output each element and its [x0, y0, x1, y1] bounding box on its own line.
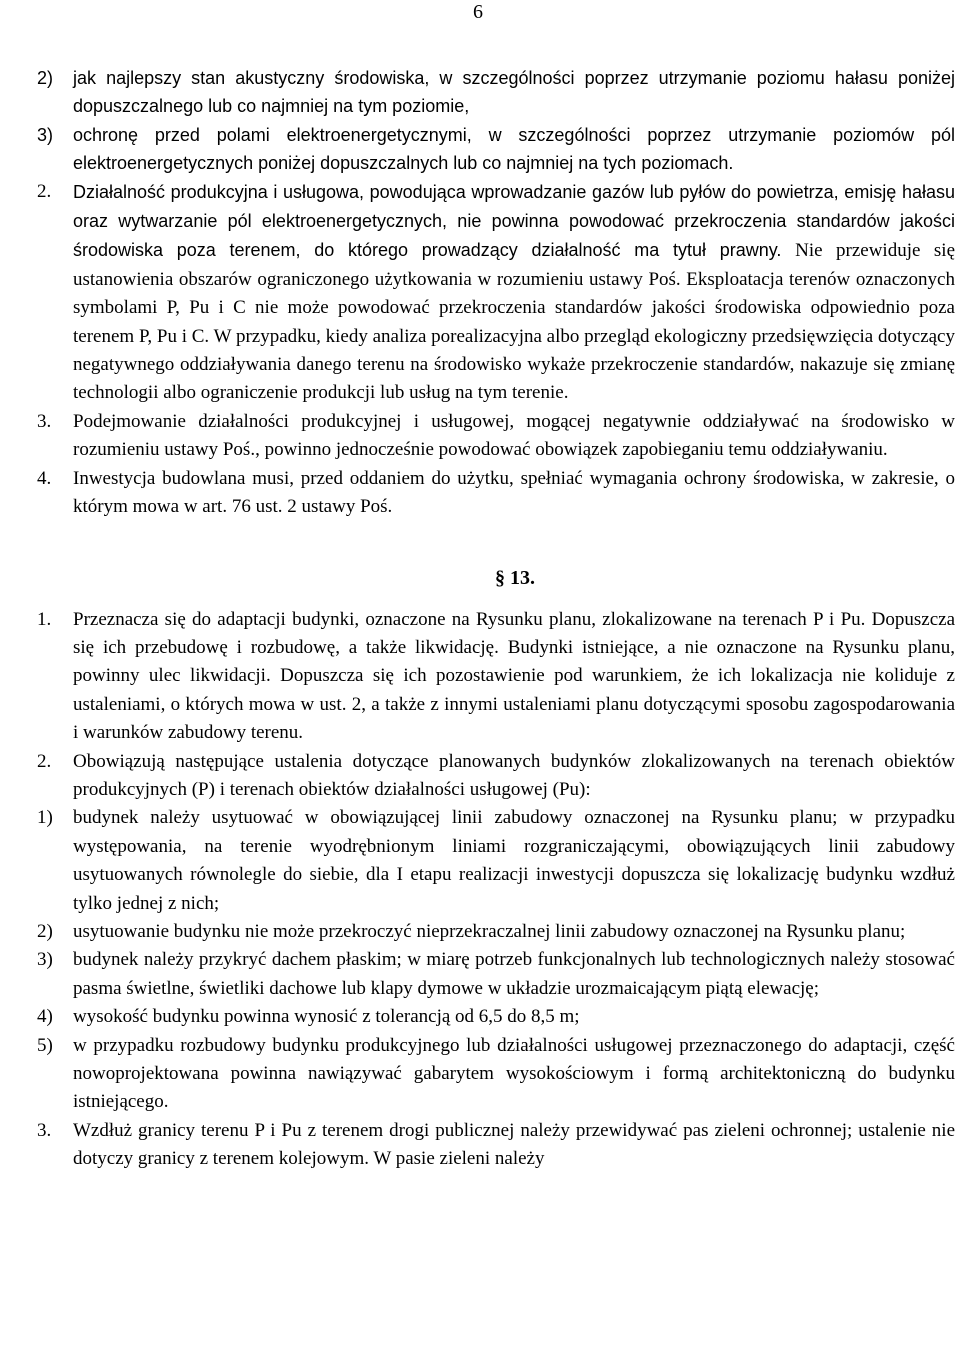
paragraph-number: 2.: [37, 180, 52, 202]
spacer: [37, 594, 955, 606]
list-item: [37, 1032, 955, 1117]
spacer: [37, 522, 955, 564]
paragraph: [37, 748, 955, 805]
section-heading-number: 13.: [510, 566, 535, 589]
list-item-text: usytuowanie budynku nie może przekroczyć nieprzekraczalnej linii zabudowy oznaczonej na Rysunku planu;: [73, 920, 906, 942]
list-item-number: 4): [37, 1006, 53, 1028]
paragraph-text: Inwestycja budowlana musi, przed oddaniem do użytku, spełniać wymagania ochrony środowiska, w zakresie, o którym mowa w art. 76 ust. 2 ustawy Poś.: [73, 467, 955, 518]
list-item: [37, 918, 955, 946]
document-body: [37, 64, 955, 1174]
list-item-number: 3): [37, 949, 53, 971]
list-item-number: 2): [37, 920, 53, 942]
list-item: [37, 121, 955, 178]
list-item-text: jak najlepszy stan akustyczny środowiska, w szczególności poprzez utrzymanie poziomu hałasu poniżej dopuszczalnego lub co najmniej na tym poziomie,: [73, 68, 955, 117]
list-item: [37, 1003, 955, 1031]
paragraph-text: Wzdłuż granicy terenu P i Pu z terenem drogi publicznej należy przewidywać pas zieleni ochronnej; ustalenie nie dotyczy granicy z terenem kolejowym. W pasie zieleni należy: [73, 1119, 955, 1170]
paragraph-text: [73, 178, 955, 408]
list-item: [37, 804, 955, 918]
paragraph-number: 3.: [37, 410, 52, 432]
list-item-number: 2): [37, 68, 54, 88]
paragraph-number: 3.: [37, 1119, 52, 1141]
paragraph-number: 4.: [37, 467, 52, 489]
list-item-text: ochronę przed polami elektroenergetycznymi, w szczególności poprzez utrzymanie poziomów pól elektroenergetycznych poniżej dopuszczalnych lub co najmniej na tych poziomach.: [73, 124, 955, 174]
paragraph-number: 2.: [37, 750, 52, 772]
section-symbol-icon: §: [495, 566, 510, 589]
section-heading: [37, 564, 955, 594]
paragraph-text-sans: Działalność produkcyjna i usługowa, powodująca wprowadzanie gazów lub pyłów do powietrza, emisję hałasu oraz wytwarzanie pól elektroenergetycznych, nie powinna powodować przekroczenia standardów jakości środowiska poza terenem, do którego prowadzący działalność ma tytuł prawny.: [73, 181, 955, 261]
paragraph-text: Obowiązują następujące ustalenia dotyczące planowanych budynków zlokalizowanych na terenach obiektów produkcyjnych (P) i terenach obiektów działalności usługowej (Pu):: [73, 750, 955, 800]
page-number: 6: [473, 1, 483, 23]
paragraph: [37, 408, 955, 465]
paragraph-text: Przeznacza się do adaptacji budynki, oznaczone na Rysunku planu, zlokalizowane na terenach P i Pu. Dopuszcza się ich przebudowę i rozbudowę, a także likwidację. Budynki istniejące, a nie oznaczone na Rysunku planu, powinny ulec likwidacji. Dopuszcza się ich pozostawienie pod warunkiem, że ich lokalizacja nie koliduje z ustaleniami, o których mowa w ust. 2, a także z innymi ustaleniami planu dotyczącymi sposobu zagospodarowania i warunków zabudowy terenu.: [73, 608, 955, 744]
list-item-text: wysokość budynku powinna wynosić z tolerancją od 6,5 do 8,5 m;: [73, 1006, 580, 1028]
list-item: [37, 946, 955, 1003]
list-item-text: budynek należy usytuować w obowiązującej linii zabudowy oznaczonej na Rysunku planu; w przypadku występowania, na terenie wyodrębnionym liniami rozgraniczającymi, obowiązujących linii zabudowy usytuowanych równolegle do siebie, dla I etapu realizacji inwestycji dopuszcza się lokalizację budynku wzdłuż tylko jednej z nich;: [73, 807, 955, 914]
paragraph-number: 1.: [37, 608, 52, 630]
list-item-text: w przypadku rozbudowy budynku produkcyjnego lub działalności usługowej przeznaczonego do adaptacji, część nowoprojektowana powinna nawiązywać gabarytem wysokościowym i formą architektoniczną do budynku istniejącego.: [73, 1034, 955, 1113]
list-item-text: budynek należy przykryć dachem płaskim; w miarę potrzeb funkcjonalnych lub technologicznych należy stosować pasma świetlne, świetliki dachowe lub klapy dymowe w układzie urozmaicającym piątą elewację;: [73, 949, 955, 999]
list-item-number: 5): [37, 1034, 53, 1056]
paragraph: [37, 606, 955, 748]
paragraph: [37, 1117, 955, 1174]
paragraph-text: Podejmowanie działalności produkcyjnej i usługowej, mogącej negatywnie oddziaływać na środowisko w rozumieniu ustawy Poś., powinno jednocześnie powodować obowiązek zapobieganiu temu oddziaływaniu.: [73, 410, 955, 461]
list-item: [37, 64, 955, 121]
list-item-number: 1): [37, 807, 53, 829]
paragraph: [37, 178, 955, 408]
list-item-number: 3): [37, 124, 54, 145]
paragraph: [37, 465, 955, 522]
paragraph-text-serif: Nie przewiduje się ustanowienia obszarów ograniczonego użytkowania w rozumieniu ustawy Poś. Eksploatacja terenów oznaczonych symbolami P, Pu i C nie może powodować przekroczenia standardów jakości środowiska odpowiednio poza terenem P, Pu i C. W przypadku, kiedy analiza porealizacyjna albo przegląd ekologiczny przedsięwzięcia dotyczący negatywnego oddziaływania danego terenu na środowisko wykaże przekroczenie standardów, nakazuje się zmianę technologii albo ograniczenie produkcji lub usług na tym terenie.: [73, 240, 955, 404]
